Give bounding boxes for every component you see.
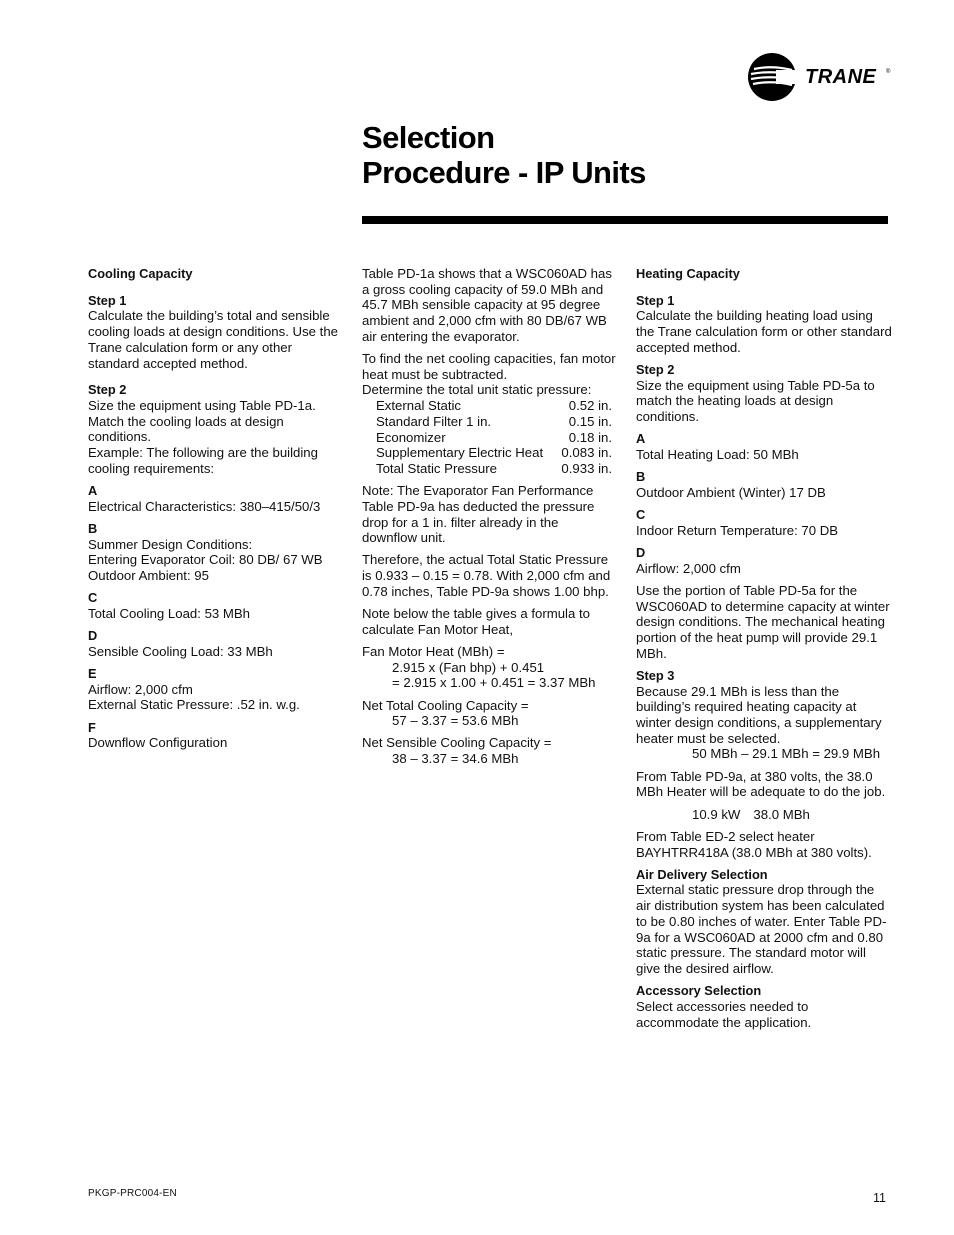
fan-motor-heat-formula: 2.915 x (Fan bhp) + 0.451 bbox=[392, 659, 545, 675]
cooling-b-label: B bbox=[88, 520, 98, 536]
pd9a-paragraph: From Table PD-9a, at 380 volts, the 38.0 MBh Heater will be adequate to do the job. bbox=[636, 768, 886, 800]
heating-a-text: Total Heating Load: 50 MBh bbox=[636, 447, 799, 463]
table-row bbox=[362, 414, 612, 430]
heating-step3-text: Because 29.1 MBh is less than the building’s required heating capacity at winter design conditions, a supplementary heater must be selected. bbox=[636, 683, 882, 746]
fan-motor-heat-intro: To find the net cooling capacities, fan motor heat must be subtracted. bbox=[362, 351, 616, 382]
heating-a-label: A bbox=[636, 431, 646, 447]
title-line-1: Selection bbox=[362, 120, 495, 155]
table-row bbox=[362, 398, 612, 414]
cooling-b-text-1: Summer Design Conditions: bbox=[88, 536, 253, 552]
heating-step3-calc: 50 MBh – 29.1 MBh = 29.9 MBh bbox=[692, 746, 881, 762]
column-cooling bbox=[88, 266, 343, 757]
heating-step2-text: Size the equipment using Table PD-5a to match the heating loads at design conditions. bbox=[636, 377, 875, 425]
static-row-value: 0.18 in. bbox=[568, 429, 612, 445]
net-sensible-value: 38 – 3.37 = 34.6 MBh bbox=[392, 751, 519, 767]
cooling-f-text: Downflow Configuration bbox=[88, 735, 228, 751]
static-row-name: Supplementary Electric Heat bbox=[376, 445, 544, 461]
air-delivery-text: External static pressure drop through the air distribution system has been calculated to be 0.80 inches of water. Enter Table PD-9a for a WSC060AD at 2000 cfm and 0.80 static pressure. The standard motor will give the desired airflow. bbox=[636, 882, 887, 976]
static-pressure-table bbox=[362, 398, 612, 477]
cooling-a-label: A bbox=[88, 482, 98, 498]
fan-motor-heat-label: Fan Motor Heat (MBh) = bbox=[362, 643, 505, 659]
svg-text:®: ® bbox=[886, 69, 891, 75]
use-portion-paragraph: Use the portion of Table PD-5a for the WSC060AD to determine capacity at winter design conditions. The mechanical heating portion of the heat pump will provide 29.1 MBh. bbox=[636, 582, 890, 661]
title-rule bbox=[362, 216, 888, 224]
net-total-label: Net Total Cooling Capacity = bbox=[362, 697, 529, 713]
heater-kw: 10.9 kW bbox=[692, 806, 741, 822]
cooling-e-text-2: External Static Pressure: .52 in. w.g. bbox=[88, 697, 300, 713]
heating-step3-label: Step 3 bbox=[636, 667, 675, 683]
heating-c-label: C bbox=[636, 507, 646, 523]
cooling-b-text-3: Outdoor Ambient: 95 bbox=[88, 567, 209, 583]
accessory-heading: Accessory Selection bbox=[636, 983, 762, 999]
therefore-paragraph: Therefore, the actual Total Static Pressure is 0.933 – 0.15 = 0.78. With 2,000 cfm and 0.78 inches, Table PD-9a shows 1.00 bhp. bbox=[362, 552, 611, 599]
heating-step1-label: Step 1 bbox=[636, 292, 675, 308]
static-row-name: Economizer bbox=[376, 429, 446, 445]
cooling-e-label: E bbox=[88, 665, 97, 681]
cooling-a-text: Electrical Characteristics: 380–415/50/3 bbox=[88, 498, 321, 514]
trane-logo bbox=[746, 52, 891, 102]
cooling-step1-label: Step 1 bbox=[88, 292, 127, 308]
formula-note: Note below the table gives a formula to calculate Fan Motor Heat, bbox=[362, 606, 590, 637]
heater-mbh: 38.0 MBh bbox=[753, 806, 810, 822]
cooling-example-text: Example: The following are the building cooling requirements: bbox=[88, 445, 318, 476]
static-pressure-intro: Determine the total unit static pressure: bbox=[362, 382, 592, 398]
cooling-step2-text: Size the equipment using Table PD-1a. Match the cooling loads at design conditions. bbox=[88, 397, 316, 445]
title-line-2: Procedure - IP Units bbox=[362, 155, 646, 190]
static-row-name: Total Static Pressure bbox=[376, 460, 497, 476]
heating-b-label: B bbox=[636, 469, 646, 485]
heating-c-text: Indoor Return Temperature: 70 DB bbox=[636, 522, 839, 538]
page-title bbox=[362, 120, 882, 190]
table-row bbox=[362, 445, 612, 461]
table-row bbox=[362, 461, 612, 477]
heating-d-text: Airflow: 2,000 cfm bbox=[636, 560, 741, 576]
cooling-e-text-1: Airflow: 2,000 cfm bbox=[88, 681, 193, 697]
gross-capacity-paragraph: Table PD-1a shows that a WSC060AD has a gross cooling capacity of 59.0 MBh and 45.7 MBh sensible capacity at 95 degree ambient and 2,000 cfm with 80 DB/67 WB air entering the evaporator. bbox=[362, 266, 612, 344]
static-row-value: 0.083 in. bbox=[561, 445, 612, 461]
cooling-c-text: Total Cooling Load: 53 MBh bbox=[88, 605, 251, 621]
static-row-value: 0.52 in. bbox=[568, 398, 612, 414]
cooling-step1-text: Calculate the building’s total and sensible cooling loads at design conditions. Use the Trane calculation form or any other standard accepted method. bbox=[88, 308, 338, 371]
cooling-d-label: D bbox=[88, 628, 98, 644]
column-net-capacity bbox=[362, 266, 617, 773]
table-row bbox=[362, 430, 612, 446]
heating-step1-text: Calculate the building heating load using the Trane calculation form or other standard accepted method. bbox=[636, 308, 892, 355]
fan-motor-heat-result: = 2.915 x 1.00 + 0.451 = 3.37 MBh bbox=[392, 675, 596, 691]
column-heating bbox=[636, 266, 892, 1037]
cooling-heading: Cooling Capacity bbox=[88, 266, 193, 281]
net-sensible-label: Net Sensible Cooling Capacity = bbox=[362, 735, 552, 751]
cooling-step2-label: Step 2 bbox=[88, 382, 127, 398]
heater-rating bbox=[636, 807, 892, 823]
document-id: PKGP-PRC004-EN bbox=[88, 1188, 177, 1199]
heating-b-text: Outdoor Ambient (Winter) 17 DB bbox=[636, 484, 826, 500]
static-row-value: 0.933 in. bbox=[561, 460, 612, 476]
heating-d-label: D bbox=[636, 545, 646, 561]
static-row-name: External Static bbox=[376, 398, 462, 414]
heating-step2-label: Step 2 bbox=[636, 362, 675, 378]
cooling-f-label: F bbox=[88, 719, 96, 735]
cooling-d-text: Sensible Cooling Load: 33 MBh bbox=[88, 643, 273, 659]
page-number: 11 bbox=[873, 1191, 886, 1205]
logo-wordmark: TRANE bbox=[805, 66, 877, 88]
cooling-b-text-2: Entering Evaporator Coil: 80 DB/ 67 WB bbox=[88, 552, 323, 568]
static-row-value: 0.15 in. bbox=[568, 413, 612, 429]
filter-note: Note: The Evaporator Fan Performance Table PD-9a has deducted the pressure drop for a 1 in. filter already in the downflow unit. bbox=[362, 483, 595, 546]
accessory-text: Select accessories needed to accommodate the application. bbox=[636, 998, 812, 1030]
heating-heading: Heating Capacity bbox=[636, 266, 740, 281]
air-delivery-heading: Air Delivery Selection bbox=[636, 866, 768, 882]
static-row-name: Standard Filter 1 in. bbox=[376, 413, 492, 429]
cooling-c-label: C bbox=[88, 590, 98, 606]
ed2-paragraph: From Table ED-2 select heater BAYHTRR418A (38.0 MBh at 380 volts). bbox=[636, 828, 872, 860]
net-total-value: 57 – 3.37 = 53.6 MBh bbox=[392, 713, 519, 729]
